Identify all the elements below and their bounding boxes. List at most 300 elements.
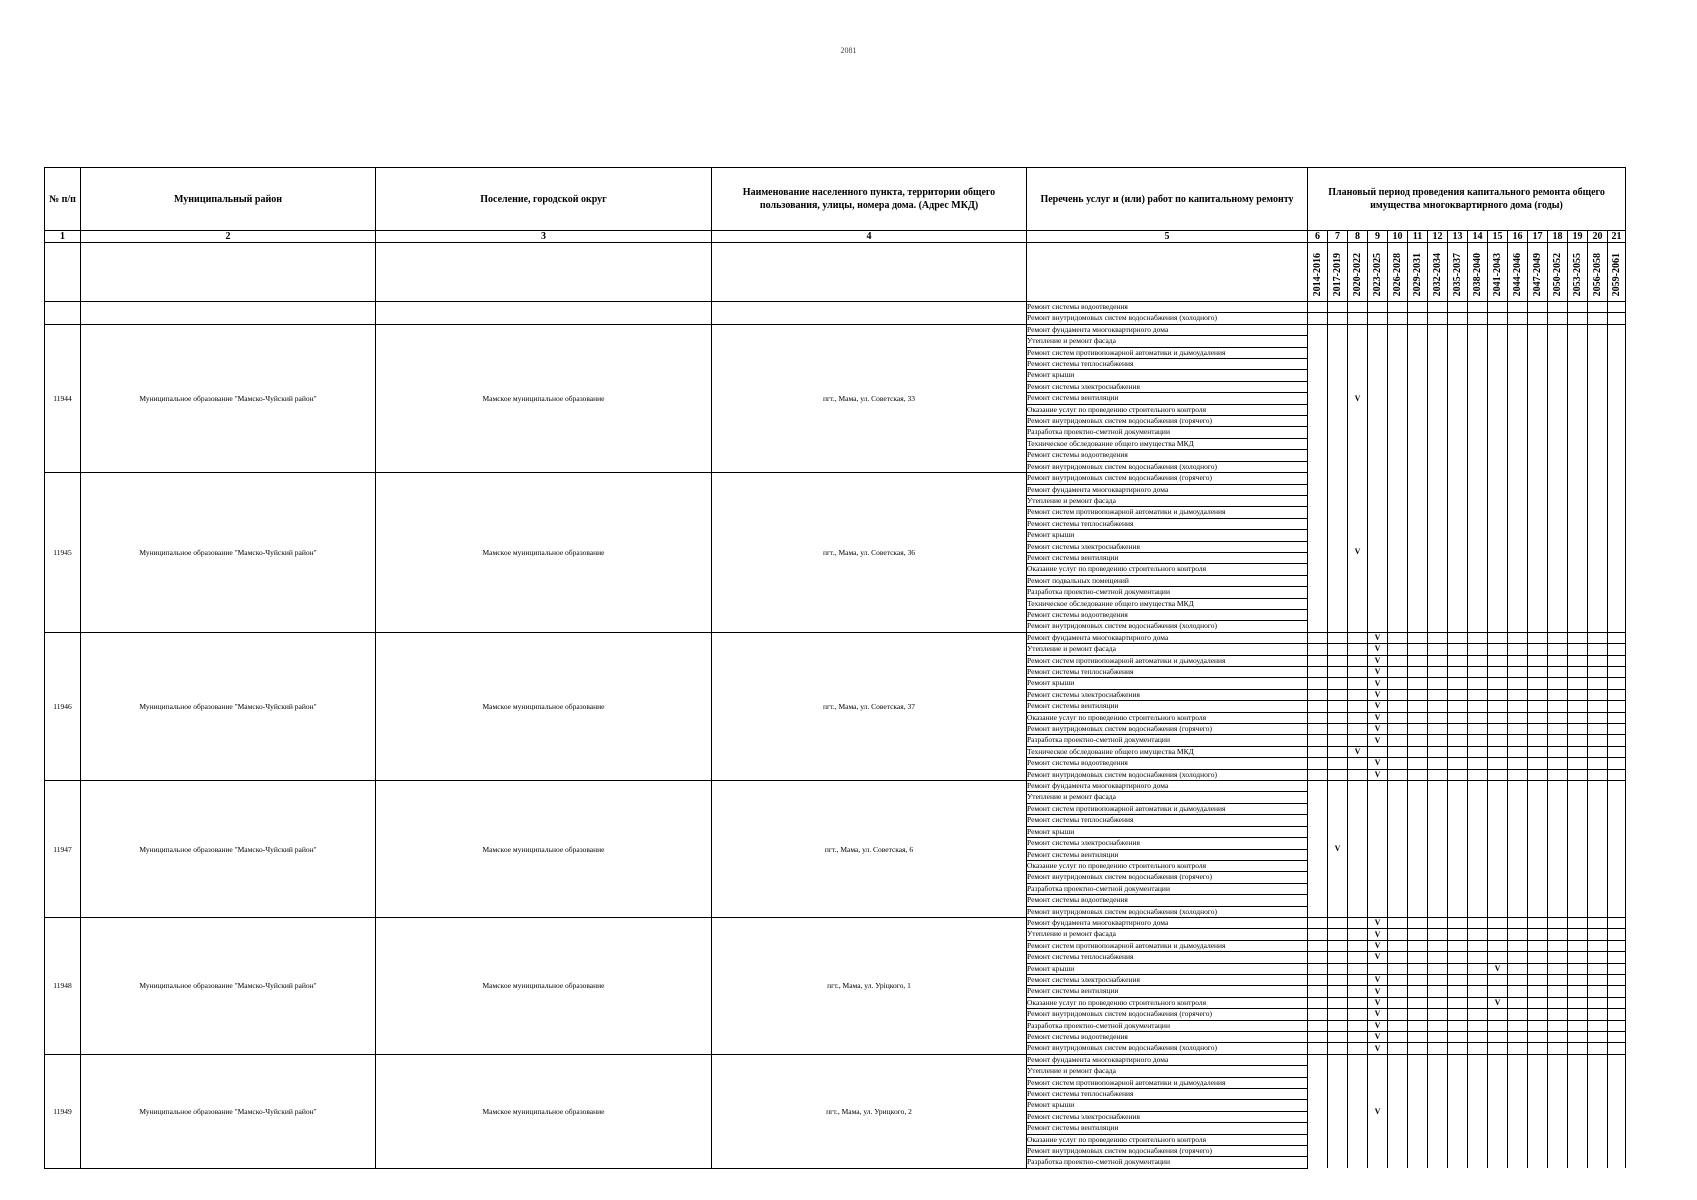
period-cell	[1488, 324, 1508, 472]
period-cell	[1328, 1009, 1348, 1020]
period-cell	[1468, 678, 1488, 689]
period-cell	[1588, 632, 1608, 643]
period-cell	[1488, 632, 1508, 643]
period-cell	[1448, 986, 1468, 997]
column-number: 8	[1348, 231, 1368, 243]
period-cell	[1508, 712, 1528, 723]
period-cell	[1548, 974, 1568, 985]
period-cell	[1508, 929, 1528, 940]
period-cell	[1448, 974, 1468, 985]
period-cell	[1328, 1054, 1348, 1168]
period-cell	[1488, 986, 1508, 997]
period-cell	[1388, 746, 1408, 757]
period-cell	[1308, 632, 1328, 643]
period-cell	[1568, 781, 1588, 918]
period-cell	[1448, 929, 1468, 940]
work-item: Ремонт системы теплоснабжения	[1027, 667, 1308, 678]
period-cell	[1608, 1054, 1626, 1168]
period-cell	[1408, 1054, 1428, 1168]
period-cell	[1568, 746, 1588, 757]
work-item: Ремонт фундамента многоквартирного дома	[1027, 324, 1308, 335]
period-cell	[1608, 313, 1626, 324]
period-cell	[1428, 781, 1448, 918]
period-cell	[1448, 735, 1468, 746]
period-cell	[1468, 1009, 1488, 1020]
period-cell	[1428, 1020, 1448, 1031]
period-cell: V	[1368, 678, 1388, 689]
period-cell	[1508, 701, 1528, 712]
period-cell	[1548, 678, 1568, 689]
capital-repair-schedule-table	[44, 167, 1626, 1169]
period-cell	[1428, 724, 1448, 735]
period-cell: V	[1488, 963, 1508, 974]
record-settlement: Мамское муниципальное образование	[376, 324, 712, 472]
continuation-num	[45, 302, 81, 325]
period-cell: V	[1368, 1054, 1388, 1168]
record-district: Муниципальное образование "Мамско-Чуйский район"	[81, 473, 376, 633]
page-number: 2081	[840, 46, 857, 55]
period-cell	[1568, 712, 1588, 723]
period-cell	[1448, 667, 1468, 678]
period-cell	[1488, 758, 1508, 769]
period-cell: V	[1368, 1009, 1388, 1020]
period-label: 2014-2016	[1311, 252, 1323, 296]
period-cell	[1388, 1054, 1408, 1168]
period-cell	[1568, 986, 1588, 997]
work-item: Ремонт системы водоотведения	[1027, 450, 1308, 461]
period-cell	[1448, 302, 1468, 313]
period-cell	[1488, 689, 1508, 700]
period-cell	[1528, 769, 1548, 780]
period-cell	[1408, 940, 1428, 951]
period-cell	[1508, 986, 1528, 997]
period-cell	[1488, 746, 1508, 757]
period-label: 2050-2052	[1551, 252, 1563, 296]
period-cell	[1528, 632, 1548, 643]
work-item: Ремонт внутридомовых систем водоснабжения (горячего)	[1027, 416, 1308, 427]
work-item: Техническое обследование общего имущества МКД	[1027, 438, 1308, 449]
period-cell	[1428, 667, 1448, 678]
period-cell	[1468, 735, 1488, 746]
period-cell	[1428, 655, 1448, 666]
period-cell	[1448, 712, 1468, 723]
period-cell: V	[1368, 917, 1388, 928]
work-item: Ремонт крыши	[1027, 530, 1308, 541]
period-cell	[1548, 769, 1568, 780]
period-cell	[1428, 701, 1448, 712]
record-row	[45, 324, 1626, 335]
period-cell	[1568, 997, 1588, 1008]
period-cell	[1568, 1020, 1588, 1031]
period-cell	[1508, 769, 1528, 780]
period-cell	[1308, 1043, 1328, 1054]
period-cell	[1328, 746, 1348, 757]
period-cell	[1588, 313, 1608, 324]
period-cell	[1348, 1009, 1368, 1020]
period-cell	[1488, 655, 1508, 666]
period-cell	[1608, 1020, 1626, 1031]
period-cell	[1348, 940, 1368, 951]
work-item: Ремонт внутридомовых систем водоснабжения (холодного)	[1027, 1043, 1308, 1054]
work-item: Утепление и ремонт фасада	[1027, 1066, 1308, 1077]
work-item: Ремонт системы вентиляции	[1027, 1123, 1308, 1134]
period-cell	[1568, 1043, 1588, 1054]
period-cell	[1528, 1020, 1548, 1031]
column-number: 12	[1428, 231, 1448, 243]
period-cell	[1588, 963, 1608, 974]
record-address: пгт., Мама, ул. Уріцкого, 1	[712, 917, 1027, 1054]
period-cell	[1588, 986, 1608, 997]
period-cell	[1528, 929, 1548, 940]
period-cell: V	[1368, 689, 1388, 700]
period-cell	[1588, 473, 1608, 633]
work-item: Оказание услуг по проведению строительного контроля	[1027, 997, 1308, 1008]
column-number: 14	[1468, 231, 1488, 243]
column-number: 15	[1488, 231, 1508, 243]
period-spacer	[712, 243, 1027, 302]
period-cell: V	[1368, 769, 1388, 780]
period-cell	[1388, 655, 1408, 666]
period-cell	[1508, 1020, 1528, 1031]
period-cell	[1348, 644, 1368, 655]
period-cell	[1408, 917, 1428, 928]
period-cell	[1468, 302, 1488, 313]
record-address: пгт., Мама, ул. Урицкого, 2	[712, 1054, 1027, 1168]
period-cell	[1528, 758, 1548, 769]
period-cell	[1508, 678, 1528, 689]
period-cell	[1608, 302, 1626, 313]
period-cell	[1408, 963, 1428, 974]
period-cell	[1488, 1009, 1508, 1020]
period-cell	[1348, 997, 1368, 1008]
period-cell	[1608, 632, 1626, 643]
period-cell	[1308, 644, 1328, 655]
period-cell	[1528, 689, 1548, 700]
work-item: Оказание услуг по проведению строительного контроля	[1027, 860, 1308, 871]
period-cell	[1328, 952, 1348, 963]
period-cell	[1468, 952, 1488, 963]
work-item: Ремонт крыши	[1027, 963, 1308, 974]
record-number: 11948	[45, 917, 81, 1054]
period-cell	[1568, 655, 1588, 666]
period-cell	[1428, 746, 1448, 757]
period-cell	[1308, 735, 1328, 746]
period-cell	[1488, 1020, 1508, 1031]
period-cell	[1328, 758, 1348, 769]
period-cell	[1468, 963, 1488, 974]
period-header	[1408, 243, 1428, 302]
period-cell	[1388, 735, 1408, 746]
work-item: Разработка проектно-сметной документации	[1027, 735, 1308, 746]
period-cell	[1328, 655, 1348, 666]
work-item: Ремонт системы водоотведения	[1027, 758, 1308, 769]
period-cell	[1348, 781, 1368, 918]
work-item: Ремонт внутридомовых систем водоснабжения (горячего)	[1027, 724, 1308, 735]
period-cell	[1448, 940, 1468, 951]
period-cell	[1428, 632, 1448, 643]
work-item: Ремонт внутридомовых систем водоснабжения (горячего)	[1027, 1146, 1308, 1157]
period-cell	[1528, 746, 1548, 757]
period-cell	[1348, 655, 1368, 666]
period-cell	[1388, 1009, 1408, 1020]
period-cell	[1548, 473, 1568, 633]
period-cell	[1468, 644, 1488, 655]
period-cell	[1588, 997, 1608, 1008]
work-item: Утепление и ремонт фасада	[1027, 336, 1308, 347]
period-cell	[1388, 929, 1408, 940]
record-row	[45, 473, 1626, 484]
period-cell	[1508, 655, 1528, 666]
period-cell	[1488, 313, 1508, 324]
period-cell: V	[1368, 940, 1388, 951]
work-item: Ремонт системы водоотведения	[1027, 1032, 1308, 1043]
period-cell	[1328, 997, 1348, 1008]
period-cell	[1548, 302, 1568, 313]
period-cell	[1408, 724, 1428, 735]
period-cell	[1308, 917, 1328, 928]
period-cell	[1348, 769, 1368, 780]
period-cell	[1468, 929, 1488, 940]
period-cell	[1468, 689, 1488, 700]
period-cell	[1588, 769, 1608, 780]
period-cell: V	[1368, 974, 1388, 985]
period-label: 2041-2043	[1491, 252, 1503, 296]
period-cell	[1528, 917, 1548, 928]
period-cell	[1468, 473, 1488, 633]
period-cell	[1388, 940, 1408, 951]
period-cell	[1428, 997, 1448, 1008]
period-cell	[1608, 701, 1626, 712]
work-item: Оказание услуг по проведению строительного контроля	[1027, 1134, 1308, 1145]
period-cell	[1308, 724, 1328, 735]
period-cell	[1408, 986, 1428, 997]
period-cell	[1368, 324, 1388, 472]
period-cell	[1408, 302, 1428, 313]
period-cell	[1588, 974, 1608, 985]
period-cell	[1388, 1020, 1408, 1031]
period-cell	[1388, 313, 1408, 324]
period-cell	[1308, 1020, 1328, 1031]
period-cell	[1588, 781, 1608, 918]
period-cell	[1448, 701, 1468, 712]
period-cell	[1588, 1032, 1608, 1043]
work-item: Техническое обследование общего имущества МКД	[1027, 598, 1308, 609]
period-label: 2026-2028	[1391, 252, 1403, 296]
period-cell	[1608, 735, 1626, 746]
period-cell	[1528, 1009, 1548, 1020]
record-row	[45, 632, 1626, 643]
record-address: пгт., Мама, ул. Советская, 33	[712, 324, 1027, 472]
period-cell	[1308, 473, 1328, 633]
period-cell	[1368, 473, 1388, 633]
period-cell	[1308, 963, 1328, 974]
period-cell	[1588, 929, 1608, 940]
period-cell	[1508, 952, 1528, 963]
period-cell	[1528, 974, 1548, 985]
work-item: Ремонт внутридомовых систем водоснабжения (холодного)	[1027, 906, 1308, 917]
period-cell: V	[1368, 986, 1388, 997]
period-header	[1388, 243, 1408, 302]
period-cell	[1508, 1032, 1528, 1043]
period-cell	[1408, 1020, 1428, 1031]
work-item: Ремонт крыши	[1027, 826, 1308, 837]
record-settlement: Мамское муниципальное образование	[376, 473, 712, 633]
period-cell	[1408, 313, 1428, 324]
period-cell	[1388, 689, 1408, 700]
period-cell	[1508, 1009, 1528, 1020]
column-number: 20	[1588, 231, 1608, 243]
period-cell	[1328, 1020, 1348, 1031]
period-cell	[1428, 302, 1448, 313]
period-header	[1308, 243, 1328, 302]
period-cell	[1428, 917, 1448, 928]
period-cell	[1428, 644, 1448, 655]
period-cell	[1348, 952, 1368, 963]
period-cell	[1308, 952, 1328, 963]
period-cell	[1408, 769, 1428, 780]
period-cell	[1448, 1054, 1468, 1168]
period-cell	[1488, 473, 1508, 633]
period-cell	[1608, 917, 1626, 928]
work-item: Техническое обследование общего имущества МКД	[1027, 746, 1308, 757]
period-cell	[1608, 940, 1626, 951]
period-cell	[1348, 302, 1368, 313]
period-cell	[1548, 1054, 1568, 1168]
header-works: Перечень услуг и (или) работ по капитальному ремонту	[1027, 168, 1308, 231]
period-cell	[1468, 1054, 1488, 1168]
period-cell	[1568, 963, 1588, 974]
period-cell	[1468, 632, 1488, 643]
period-cell	[1308, 781, 1328, 918]
period-cell	[1608, 929, 1626, 940]
period-cell	[1308, 986, 1328, 997]
period-cell	[1548, 712, 1568, 723]
period-header	[1568, 243, 1588, 302]
period-cell	[1368, 302, 1388, 313]
period-cell	[1328, 974, 1348, 985]
period-cell: V	[1368, 655, 1388, 666]
period-cell	[1468, 746, 1488, 757]
work-item: Утепление и ремонт фасада	[1027, 495, 1308, 506]
header-row	[45, 168, 1626, 231]
period-cell	[1408, 644, 1428, 655]
period-cell	[1348, 963, 1368, 974]
period-cell	[1488, 974, 1508, 985]
column-number: 3	[376, 231, 712, 243]
period-cell	[1548, 746, 1568, 757]
period-header	[1608, 243, 1626, 302]
period-cell	[1328, 701, 1348, 712]
work-item: Ремонт системы вентиляции	[1027, 986, 1308, 997]
period-cell	[1488, 1043, 1508, 1054]
period-cell	[1348, 678, 1368, 689]
period-cell	[1408, 997, 1428, 1008]
period-cell	[1608, 1032, 1626, 1043]
period-header	[1528, 243, 1548, 302]
period-cell	[1328, 1043, 1348, 1054]
header-address: Наименование населенного пункта, территории общего пользования, улицы, номера дома. (Адрес МКД)	[712, 168, 1027, 231]
period-cell	[1608, 689, 1626, 700]
work-item: Ремонт внутридомовых систем водоснабжения (холодного)	[1027, 313, 1308, 324]
period-cell	[1348, 986, 1368, 997]
period-cell	[1448, 1043, 1468, 1054]
period-row	[45, 243, 1626, 302]
period-cell	[1408, 632, 1428, 643]
period-cell	[1388, 781, 1408, 918]
period-cell	[1348, 701, 1368, 712]
period-cell	[1568, 1032, 1588, 1043]
period-cell	[1388, 678, 1408, 689]
period-cell	[1408, 781, 1428, 918]
period-cell	[1348, 724, 1368, 735]
period-cell	[1608, 746, 1626, 757]
period-cell	[1608, 712, 1626, 723]
work-item: Разработка проектно-сметной документации	[1027, 1020, 1308, 1031]
period-cell	[1468, 940, 1488, 951]
period-cell: V	[1368, 758, 1388, 769]
period-cell	[1408, 678, 1428, 689]
period-cell	[1548, 313, 1568, 324]
period-cell: V	[1368, 735, 1388, 746]
period-cell	[1348, 758, 1368, 769]
period-cell	[1348, 1043, 1368, 1054]
column-number: 1	[45, 231, 81, 243]
work-item: Оказание услуг по проведению строительного контроля	[1027, 404, 1308, 415]
period-cell	[1408, 929, 1428, 940]
period-cell	[1308, 1054, 1328, 1168]
period-cell	[1428, 929, 1448, 940]
period-cell	[1388, 952, 1408, 963]
period-cell	[1508, 313, 1528, 324]
period-cell	[1408, 1032, 1428, 1043]
record-number: 11946	[45, 632, 81, 780]
period-cell	[1328, 963, 1348, 974]
period-cell	[1408, 1009, 1428, 1020]
period-cell	[1548, 667, 1568, 678]
period-cell: V	[1348, 324, 1368, 472]
continuation-address	[712, 302, 1027, 325]
work-item: Ремонт систем противопожарной автоматики и дымоудаления	[1027, 940, 1308, 951]
column-number: 10	[1388, 231, 1408, 243]
record-address: пгт., Мама, ул. Советская, 6	[712, 781, 1027, 918]
column-number: 7	[1328, 231, 1348, 243]
work-item: Разработка проектно-сметной документации	[1027, 883, 1308, 894]
work-item: Ремонт систем противопожарной автоматики и дымоудаления	[1027, 655, 1308, 666]
period-cell	[1308, 758, 1328, 769]
period-cell	[1608, 974, 1626, 985]
period-cell	[1348, 1054, 1368, 1168]
period-cell	[1448, 632, 1468, 643]
column-number: 21	[1608, 231, 1626, 243]
period-cell	[1588, 758, 1608, 769]
work-item: Ремонт систем противопожарной автоматики и дымоудаления	[1027, 1077, 1308, 1088]
period-cell	[1508, 963, 1528, 974]
period-cell	[1408, 667, 1428, 678]
period-cell	[1568, 917, 1588, 928]
period-cell	[1468, 712, 1488, 723]
period-cell: V	[1368, 724, 1388, 735]
period-cell	[1428, 940, 1448, 951]
period-cell	[1328, 644, 1348, 655]
period-cell	[1528, 324, 1548, 472]
period-cell	[1348, 689, 1368, 700]
column-number: 9	[1368, 231, 1388, 243]
record-number: 11945	[45, 473, 81, 633]
period-cell	[1608, 769, 1626, 780]
period-label: 2023-2025	[1371, 252, 1383, 296]
period-cell	[1508, 1043, 1528, 1054]
period-cell	[1328, 1032, 1348, 1043]
